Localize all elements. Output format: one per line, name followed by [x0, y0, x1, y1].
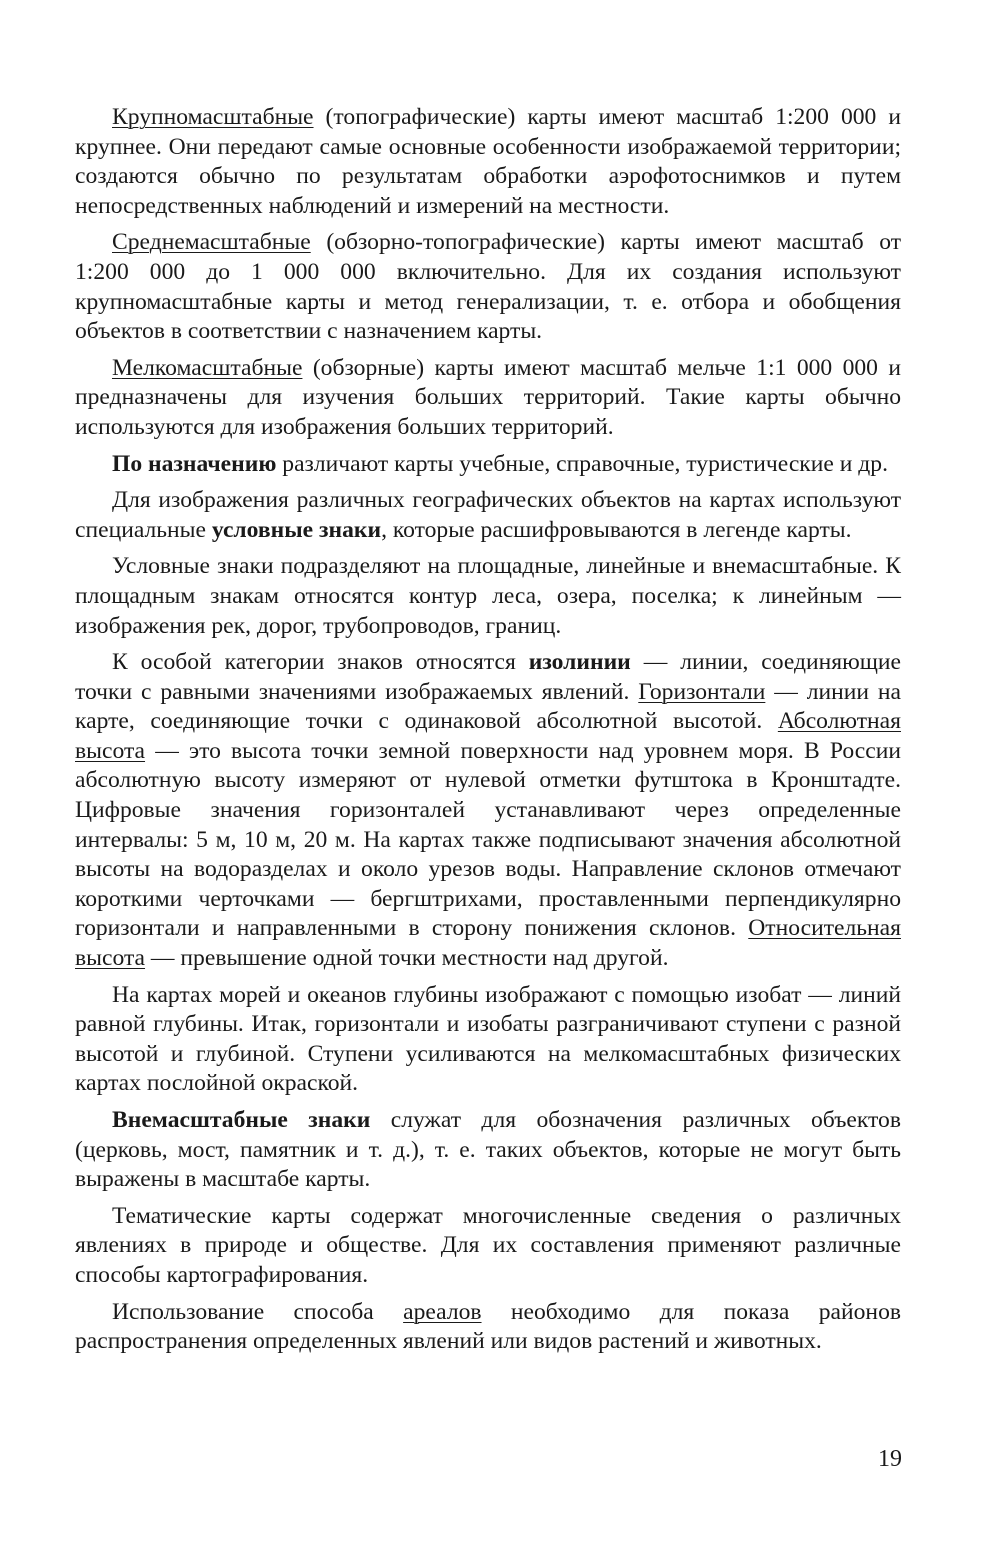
underlined-term: Крупномасштабные	[112, 104, 314, 130]
text-run: — превышение одной точки местности над другой.	[145, 945, 669, 972]
page-body	[75, 103, 901, 1364]
text-run: (топографические) карты имеют масштаб 1:200 000 и крупнее. Они передают самые основные особенности изображаемой территории; создаются обычно по результатам обработки аэрофотоснимков и путем непосредственных наблюдений и измерений на местности.	[75, 104, 901, 219]
paragraph	[75, 486, 901, 545]
text-run: — линии, соединяющие точки с равными значениями изображаемых явлений.	[75, 649, 902, 705]
underlined-term: Относительная высота	[75, 915, 901, 972]
underlined-term: ареалов	[403, 1298, 482, 1325]
text-run: Для изображения различных географических объектов на картах используют специальные	[75, 487, 901, 543]
bold-term: условные знаки	[211, 516, 382, 543]
text-run: (обзорные) карты имеют масштаб мельче 1:1 000 000 и предназначены для изучения больших территорий. Такие карты обычно используются для изображения больших территорий.	[75, 354, 901, 440]
text-run: служат для обозначения различных объектов (церковь, мост, памятник и т. д.), т. е. таких объектов, которые не могут быть выражены в масштабе карты.	[75, 1107, 901, 1193]
bold-term: изолинии	[528, 649, 631, 676]
text-run: На картах морей и океанов глубины изображают с помощью изобат — линий равной глубины. Итак, горизонтали и изобаты разграничивают ступени с разной высотой и глубиной. Ступени усиливаются на мелкомасштабных физических картах послойной окраской.	[75, 981, 901, 1097]
text-run: (обзорно-топографические) карты имеют масштаб от 1:200 000 до 1 000 000 включительно. Для их создания используют крупномасштабные карты и метод генерализации, т. е. отбора и обобщения объектов в соответствии с назначением карты.	[75, 229, 901, 345]
underlined-term: Среднемасштабные	[112, 229, 311, 256]
paragraph	[75, 981, 901, 1099]
paragraph	[75, 648, 901, 974]
paragraph	[75, 1202, 901, 1291]
underlined-term: Мелкомасштабные	[112, 354, 303, 381]
bold-term: Внемасштабные знаки	[112, 1107, 371, 1133]
text-run: различают карты учебные, справочные, туристические и др.	[276, 450, 888, 477]
bold-term: По назначению	[112, 450, 277, 477]
paragraph	[75, 1298, 901, 1357]
paragraph	[75, 103, 901, 221]
text-run: — линии на карте, соединяющие точки с одинаковой абсолютной высотой.	[75, 678, 901, 735]
text-run: , которые расшифровываются в легенде карты.	[381, 516, 852, 543]
paragraph	[75, 450, 901, 480]
text-run: Использование способа	[112, 1298, 404, 1325]
text-run: Тематические карты содержат многочисленные сведения о различных явлениях в природе и обществе. Для их составления применяют различные способы картографирования.	[75, 1202, 901, 1288]
paragraph	[75, 228, 901, 346]
text-run: необходимо для показа районов распространения определенных явлений или видов растений и животных.	[75, 1298, 902, 1355]
underlined-term: Абсолютная высота	[75, 708, 901, 764]
paragraph	[75, 552, 901, 641]
underlined-term: Горизонтали	[638, 678, 766, 705]
text-run: Условные знаки подразделяют на площадные, линейные и внемасштабные. К площадным знакам относятся контур леса, озера, поселка; к линейным — изображения рек, дорог, трубопроводов, границ.	[75, 553, 901, 639]
text-run: К особой категории знаков относятся	[112, 649, 529, 676]
page-number: 19	[878, 1446, 902, 1472]
paragraph	[75, 354, 901, 443]
paragraph	[75, 1106, 901, 1195]
text-run: — это высота точки земной поверхности над уровнем моря. В России абсолютную высоту измеряют от нулевой отметки футштока в Кронштадте. Цифровые значения горизонталей устанавливают через определенные интервалы: 5 м, 10 м, 20 м. На картах также подписывают значения абсолютной высоты на водоразделах и около урезов воды. Направление склонов отмечают короткими черточками — бергштрихами, проставленными перпендикулярно горизонтали и направленными в сторону понижения склонов.	[75, 737, 901, 942]
